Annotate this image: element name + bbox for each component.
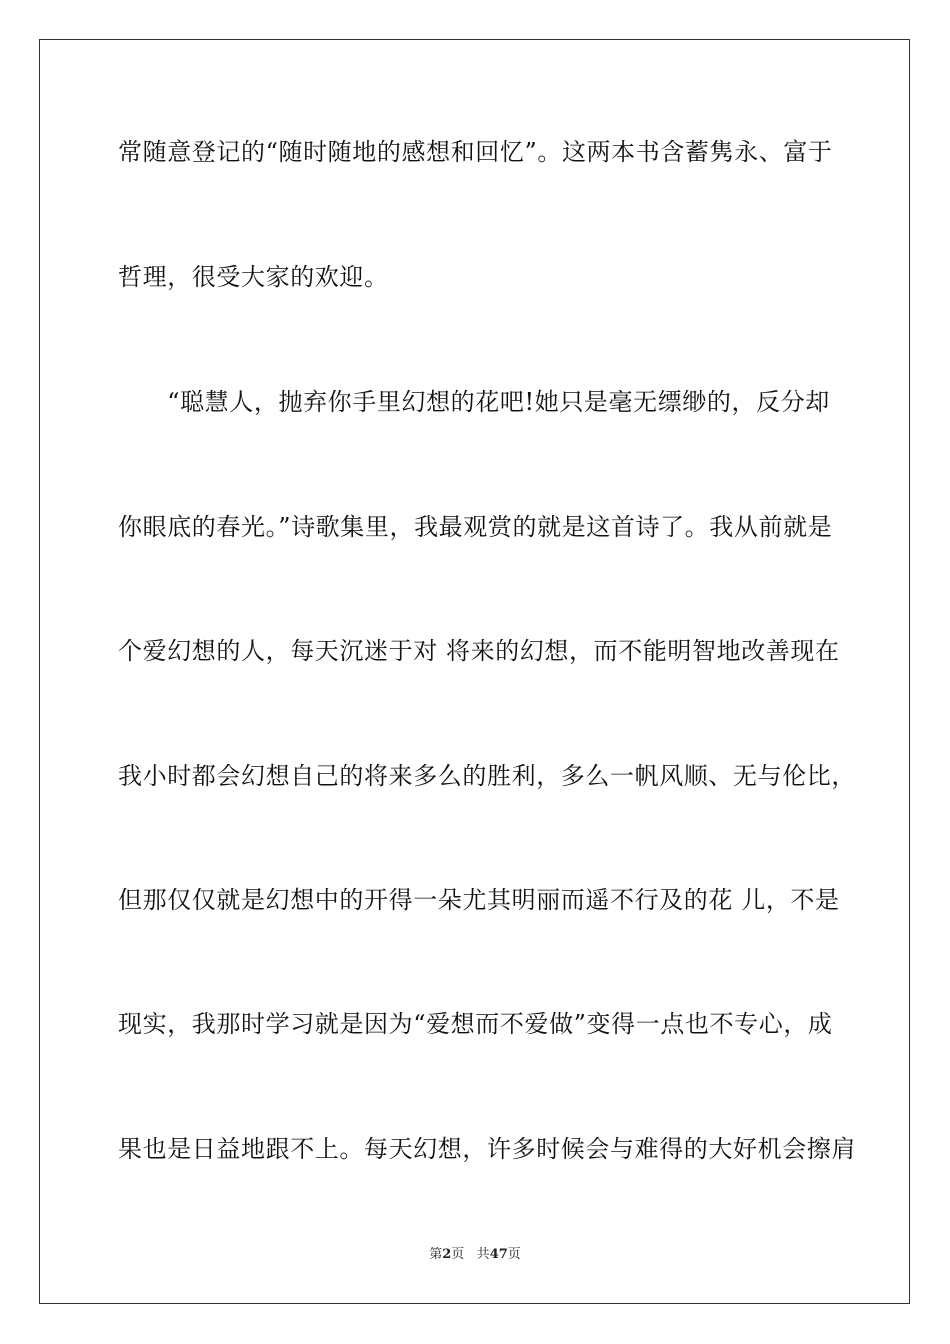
footer-total-prefix: 共: [476, 1247, 490, 1262]
footer-current-page: 2: [442, 1247, 452, 1262]
footer-total-suffix: 页: [507, 1247, 521, 1262]
footer-total-pages: 47: [489, 1247, 508, 1262]
body-line-5: 个爱幻想的人，每天沉迷于对 将来的幻想，而不能明智地改善现在: [118, 637, 840, 665]
body-line-7: 但那仅仅就是幻想中的开得一朵尤其明丽而遥不行及的花 儿，不是: [118, 886, 840, 914]
body-line-6: 我小时都会幻想自己的将来多么的胜利，多么一帆风顺、无与伦比，: [118, 762, 856, 790]
body-line-3: “聪慧人，抛弃你手里幻想的花吧!她只是毫无缥缈的，反分却: [118, 388, 830, 416]
body-line-8: 现实，我那时学习就是因为“爱想而不爱做”变得一点也不专心，成: [118, 1010, 833, 1038]
body-line-4: 你眼底的春光。”诗歌集里，我最观赏的就是这首诗了。我从前就是: [118, 513, 833, 541]
footer-page-word: 页: [451, 1247, 465, 1262]
body-line-1: 常随意登记的“随时随地的感想和回忆”。这两本书含蓄隽永、富于: [118, 138, 833, 166]
page-footer: [0, 1246, 950, 1264]
footer-prefix: 第: [429, 1247, 443, 1262]
page-border: [39, 39, 910, 1304]
body-line-2: 哲理，很受大家的欢迎。: [118, 263, 389, 291]
body-line-9: 果也是日益地跟不上。每天幻想，许多时候会与难得的大好机会擦肩: [118, 1135, 856, 1163]
